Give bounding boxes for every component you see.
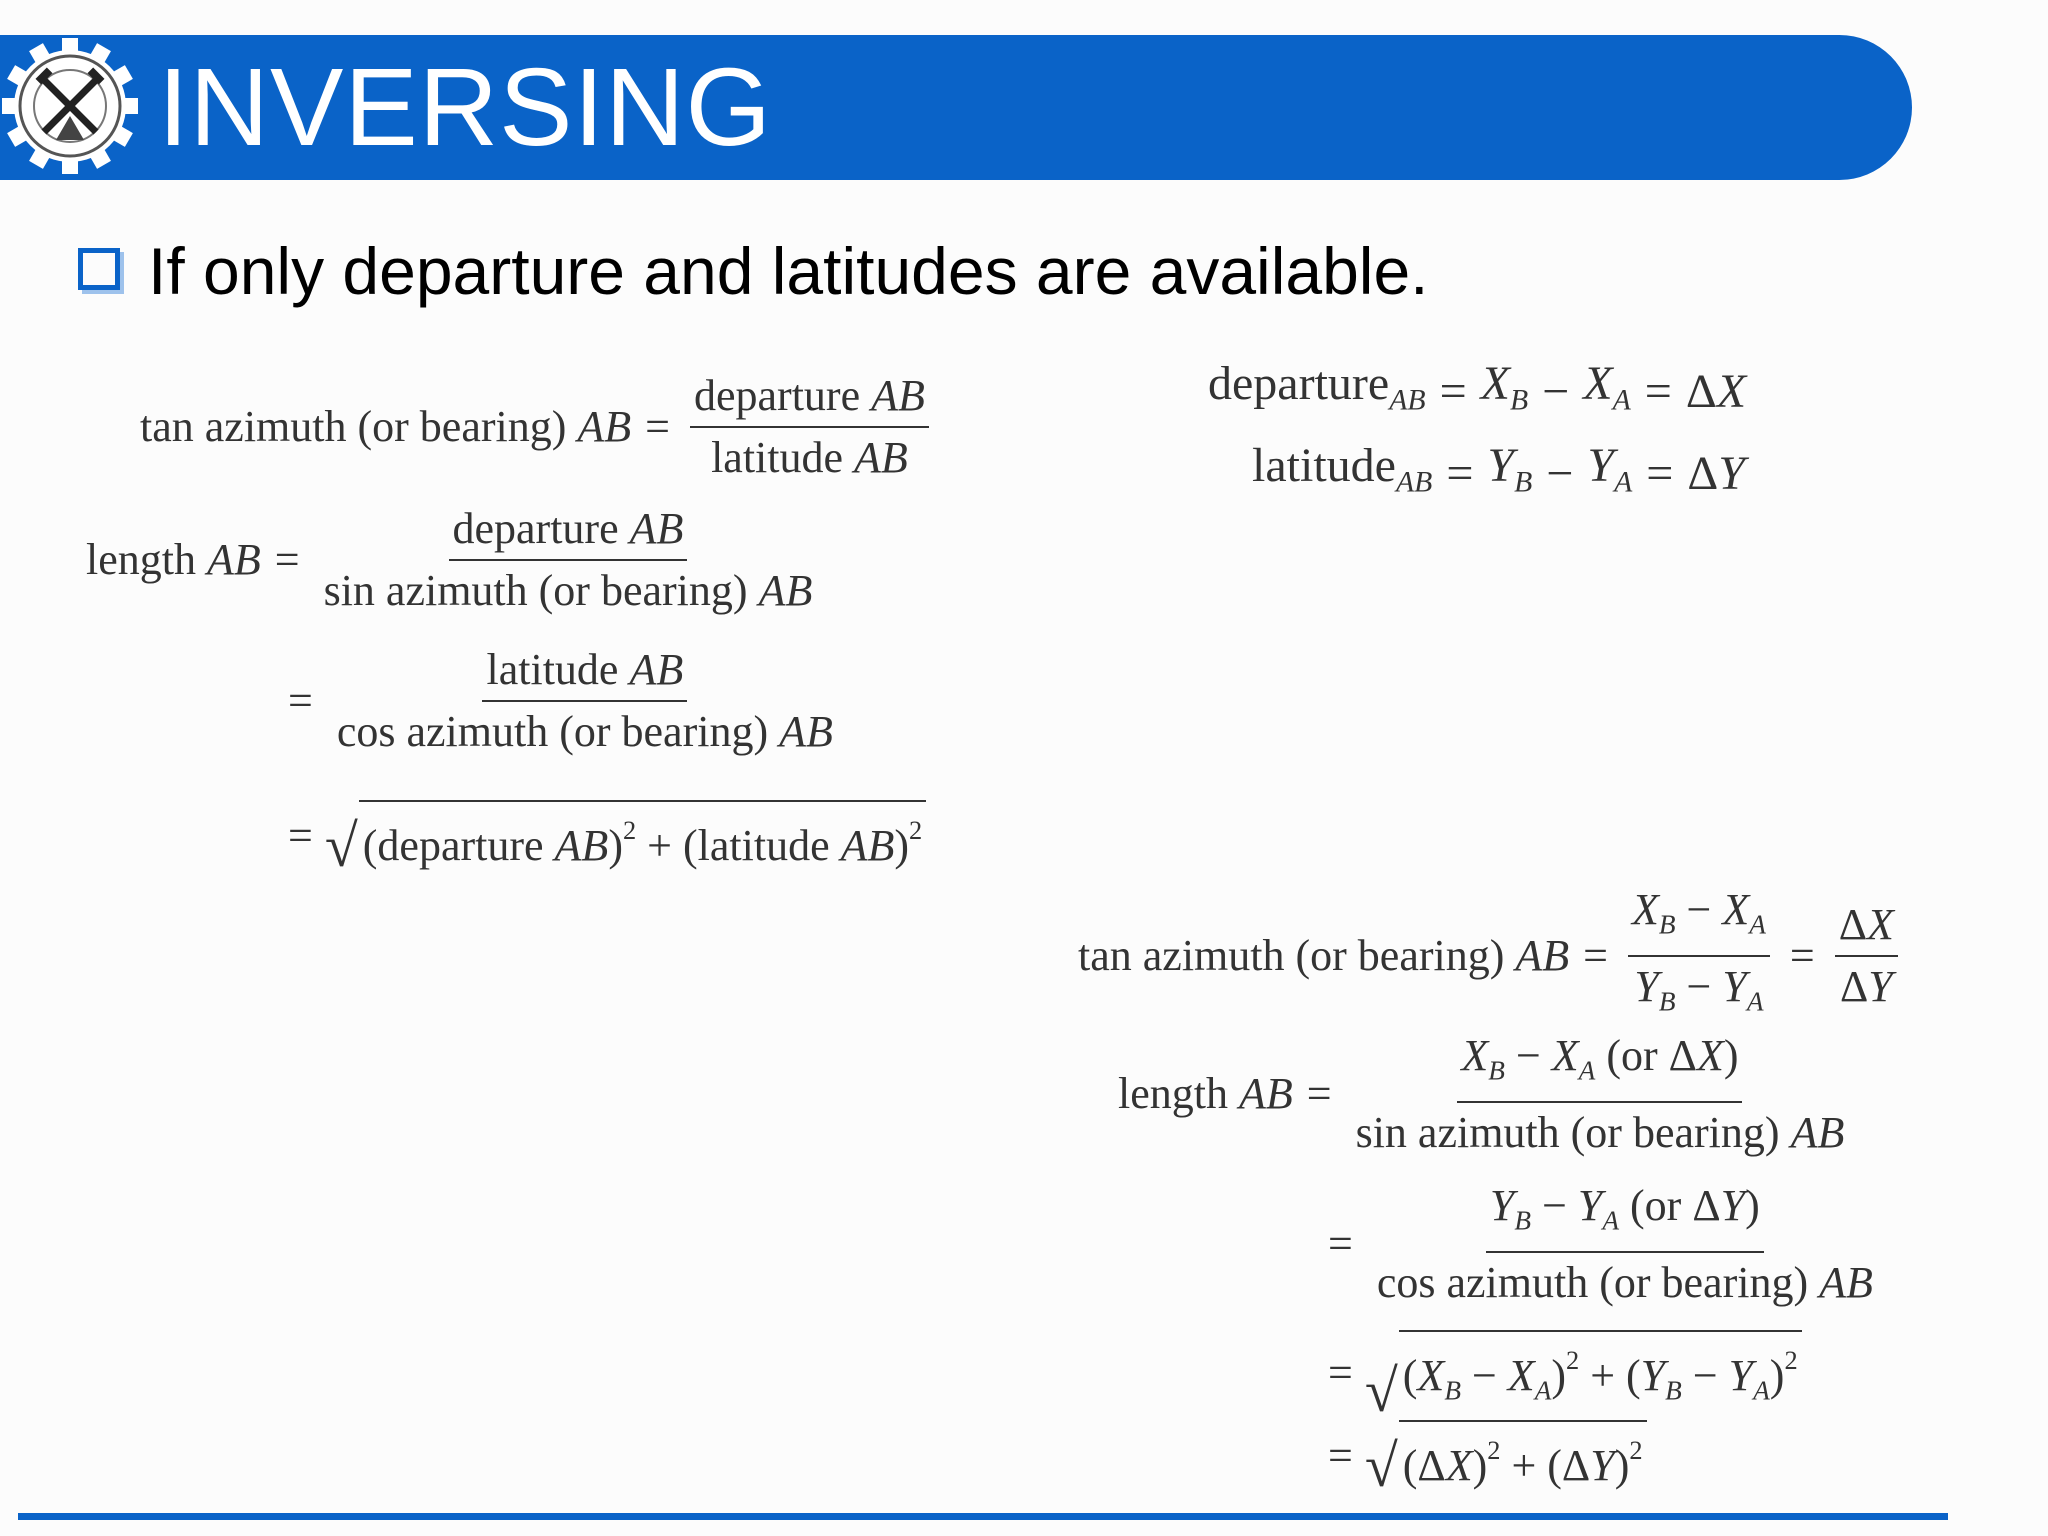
right-departure-equation: departure$_{AB}$ = $X_B$ − $X_A$ = ΔX (1208, 357, 1747, 419)
right-length-sqrt-xy-equation: = √ $(X_B - X_A)^2 + (Y_B - Y_A)^2$ (1328, 1330, 1802, 1417)
right-length-cos-equation: = $\frac{Y_B - Y_A (or \Delta Y)}{\text{cos azimuth (or bearing) AB}}$ (1328, 1181, 1873, 1307)
right-length-sin-equation: length AB = $\frac{X_B - X_A (or \Delta X)}{\text{sin azimuth (or bearing) AB}}$ (1118, 1031, 1845, 1157)
left-length-cos-equation: = $\frac{\text{latitude AB}}{\text{cos azimuth (or bearing) AB}}$ (288, 645, 833, 756)
right-length-sqrt-delta-equation: = √ $(\Delta X)^2 + (\Delta Y)^2$ (1328, 1420, 1647, 1492)
left-tan-equation: tan azimuth (or bearing) AB = $\frac{\text{departure AB}}{\text{latitude AB}}$ (140, 370, 935, 484)
left-length-sin-equation: length AB = $\frac{\text{departure AB}}{\text{sin azimuth (or bearing) AB}}$ (86, 504, 813, 615)
right-latitude-equation: latitude$_{AB}$ = $Y_B$ − $Y_A$ = ΔY (1252, 439, 1745, 501)
left-length-sqrt-equation: = √ (departure AB)$^2$ + (latitude AB)$^2$ (288, 800, 926, 872)
footer-rule (18, 1513, 1948, 1520)
page-title: INVERSING (158, 46, 773, 169)
right-tan-equation: tan azimuth (or bearing) AB = $\frac{X_B - X_A}{Y_B - Y_A}$ = $\frac{\Delta X}{\Delta Y}$ (1078, 884, 1904, 1027)
square-bullet-icon (78, 248, 120, 290)
bullet-text: If only departure and latitudes are available. (148, 234, 1429, 308)
institution-seal-logo (0, 36, 140, 176)
